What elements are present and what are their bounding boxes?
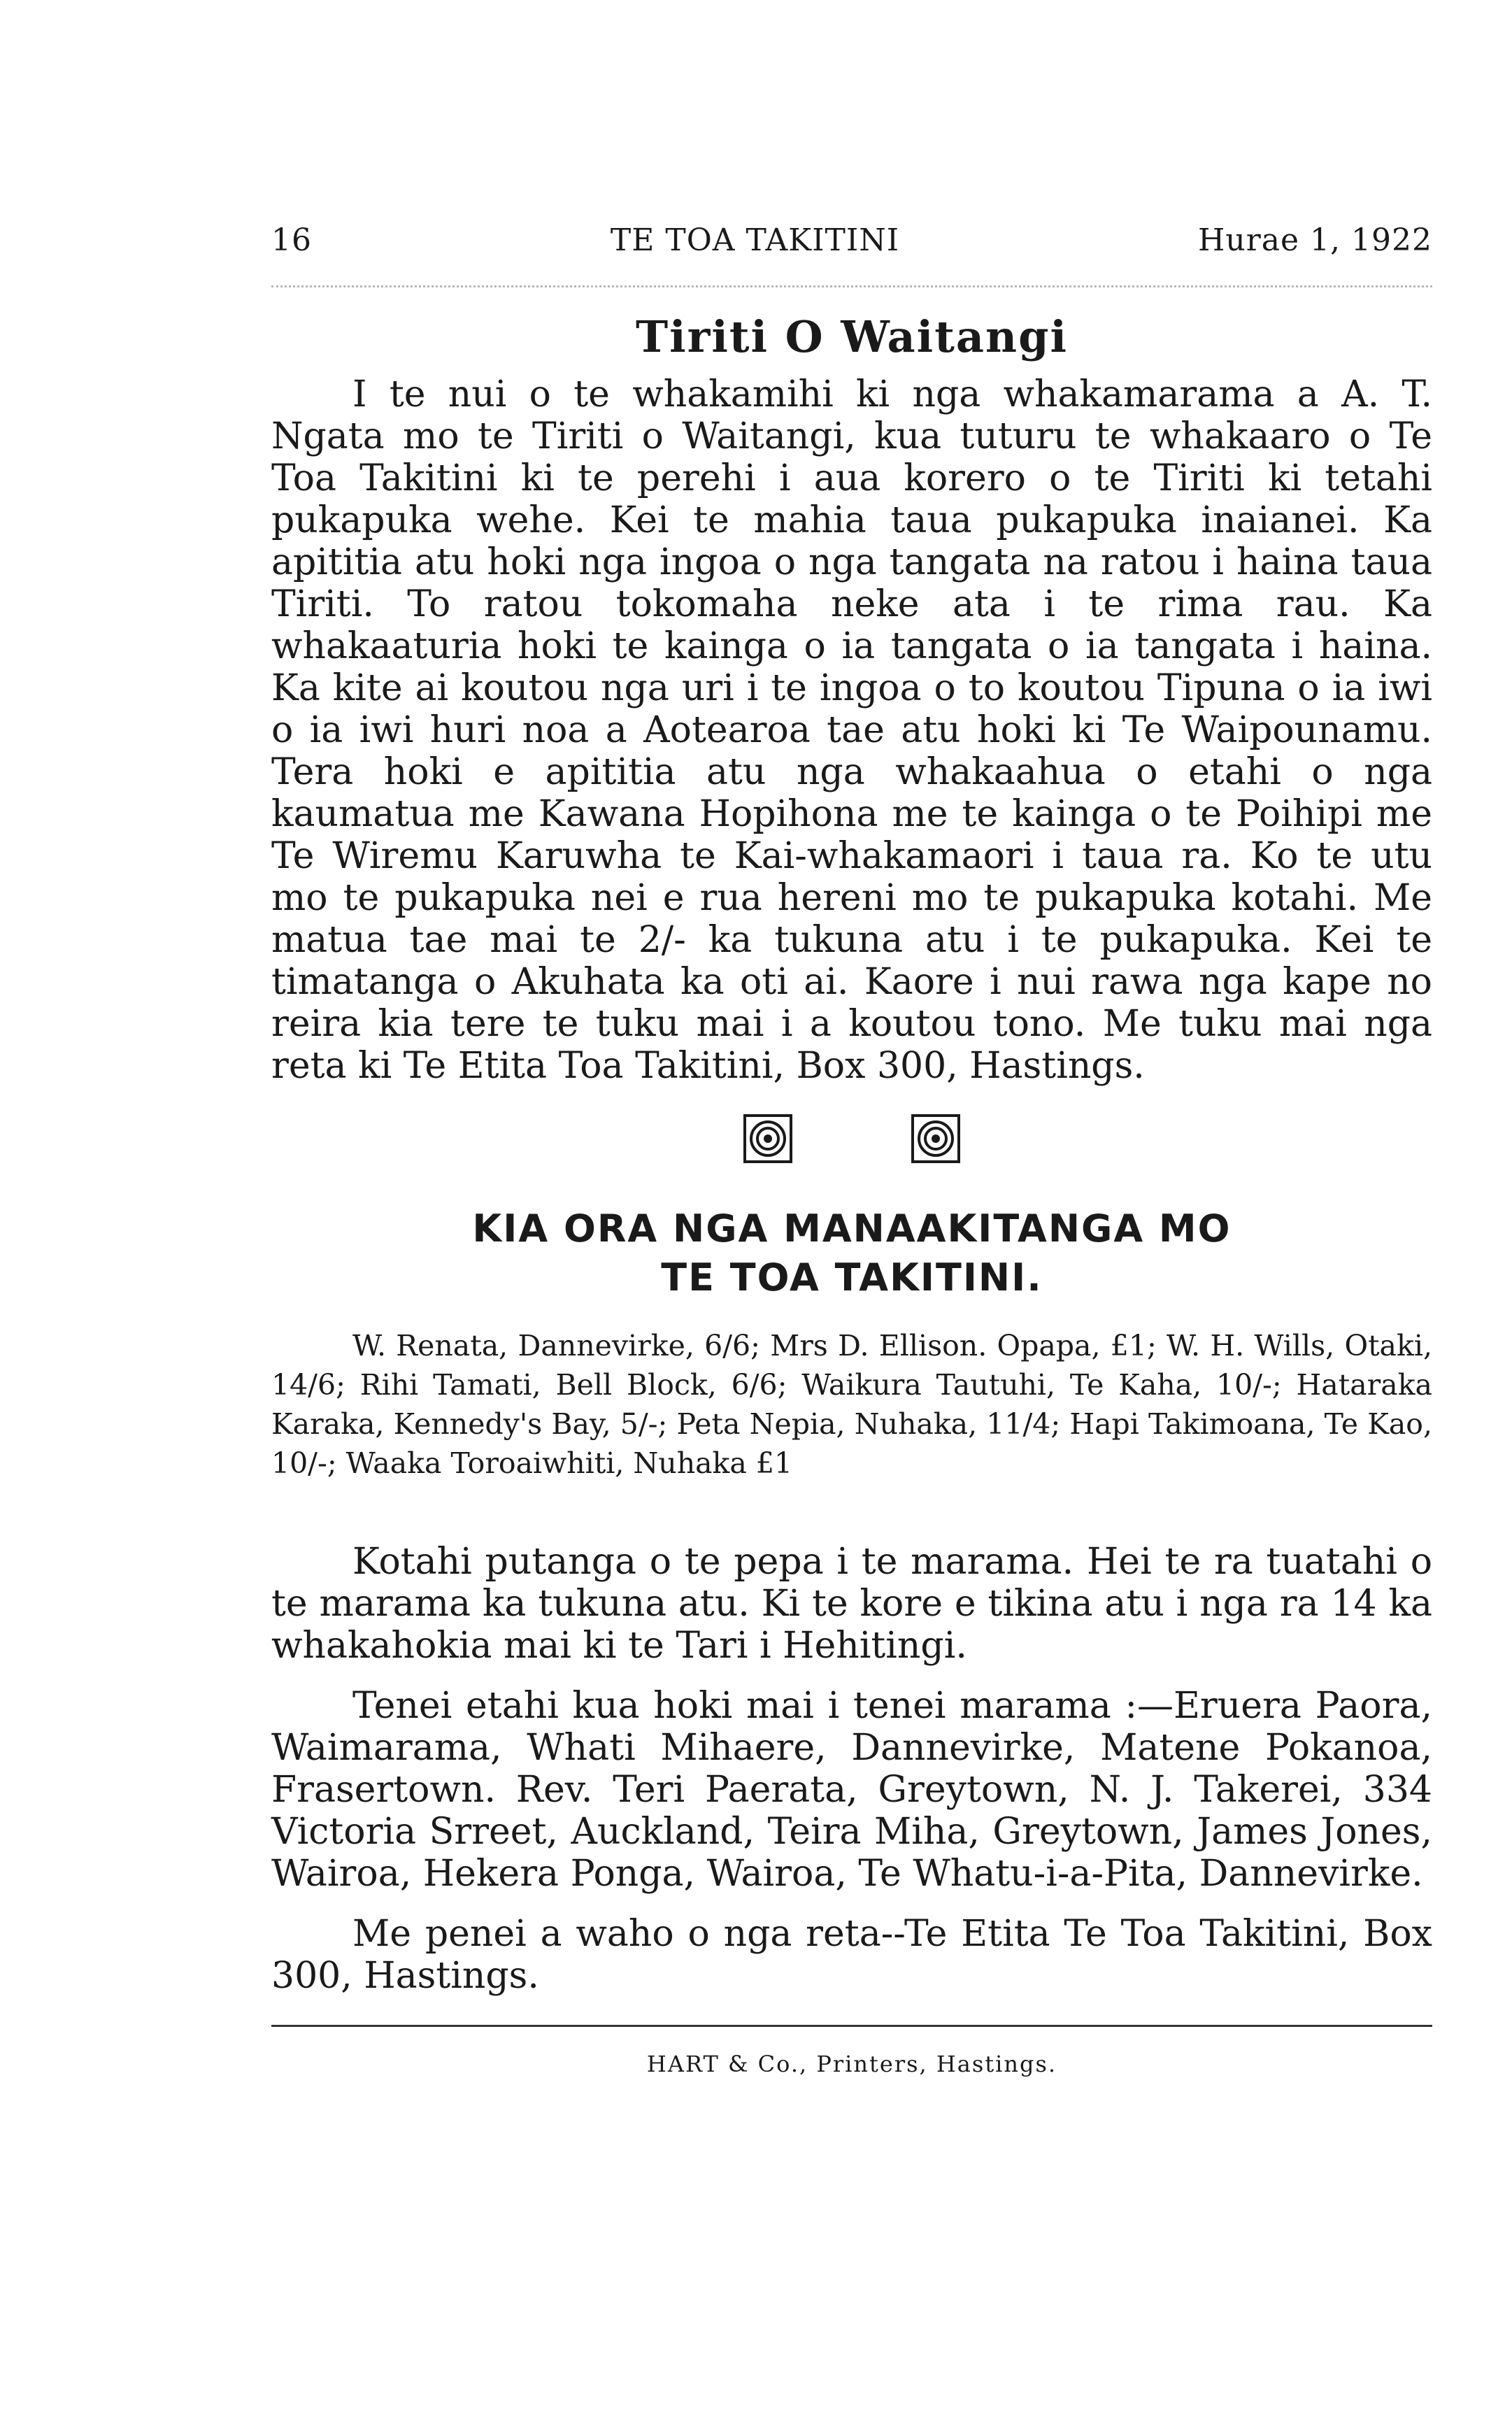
page-header [271, 222, 1432, 267]
thanks-title-line-2: TE TOA TAKITINI. [661, 1255, 1043, 1300]
donor-list: W. Renata, Dannevirke, 6/6; Mrs D. Ellison. Opapa, £1; W. H. Wills, Otaki, 14/6; Rihi Tamati, Bell Block, 6/6; Waikura Tautuhi, Te Kaha, 10/-; Hataraka Karaka, Kennedy's Bay, 5/-; Peta Nepia, Nuhaka, 11/4; Hapi Takimoana, Te Kao, 10/-; Waaka Toroaiwhiti, Nuhaka £1 [271, 1329, 1432, 1480]
page-number: 16 [271, 222, 312, 258]
header-rule [271, 285, 1432, 287]
letters-received-note: Tenei etahi kua hoki mai i tenei marama :—Eruera Paora, Waimarama, Whati Mihaere, Dannevirke, Matene Pokanoa, Frasertown. Rev. Teri Paerata, Greytown, N. J. Takerei, 334 Victoria Srreet, Auckland, Teira Miha, Greytown, James Jones, Wairoa, Hekera Ponga, Wairoa, Te Whatu-i-a-Pita, Dannevirke. [271, 1685, 1432, 1895]
issue-date: Hurae 1, 1922 [1198, 222, 1432, 258]
newspaper-page [271, 222, 1432, 2077]
article-title: Tiriti O Waitangi [635, 311, 1069, 362]
footer-rule [271, 2025, 1432, 2027]
publication-note: Kotahi putanga o te pepa i te marama. Hei te ra tuatahi o te marama ka tukuna atu. Ki te kore e tikina atu i nga ra 14 ka whakahokia mai ki te Tari i Hehitingi. [271, 1541, 1432, 1667]
printer-credit: HART & Co., Printers, Hastings. [646, 2051, 1057, 2077]
publication-name: TE TOA TAKITINI [610, 222, 900, 258]
ornament-separator [271, 1113, 1432, 1169]
thanks-title-line-1: KIA ORA NGA MANAAKITANGA MO [472, 1207, 1232, 1251]
spiral-ornament-icon [743, 1113, 793, 1164]
article-body: I te nui o te whakamihi ki nga whakamarama a A. T. Ngata mo te Tiriti o Waitangi, kua tuturu te whakaaro o Te Toa Takitini ki te perehi i aua korero o te Tiriti ki tetahi pukapuka wehe. Kei te mahia taua pukapuka inaianei. Ka apititia atu hoki nga ingoa o nga tangata na ratou i haina taua Tiriti. To ratou tokomaha neke ata i te rima rau. Ka whakaaturia hoki te kainga o ia tangata o ia tangata i haina. Ka kite ai koutou nga uri i te ingoa o to koutou Tipuna o ia iwi o ia iwi huri noa a Aotearoa tae atu hoki ki Te Waipounamu. Tera hoki e apititia atu nga whakaahua o etahi o nga kaumatua me Kawana Hopihona me te kainga o te Poihipi me Te Wiremu Karuwha te Kai-whakamaori i taua ra. Ko te utu mo te pukapuka nei e rua hereni mo te pukapuka kotahi. Me matua tae mai te 2/- ka tukuna atu i te pukapuka. Kei te timatanga o Akuhata ka oti ai. Kaore i nui rawa nga kape no reira kia tere te tuku mai i a koutou tono. Me tuku mai nga reta ki Te Etita Toa Takitini, Box 300, Hastings. [271, 373, 1432, 1087]
spiral-ornament-icon [911, 1113, 961, 1164]
address-note: Me penei a waho o nga reta--Te Etita Te Toa Takitini, Box 300, Hastings. [271, 1913, 1432, 1997]
thanks-title [271, 1204, 1432, 1302]
